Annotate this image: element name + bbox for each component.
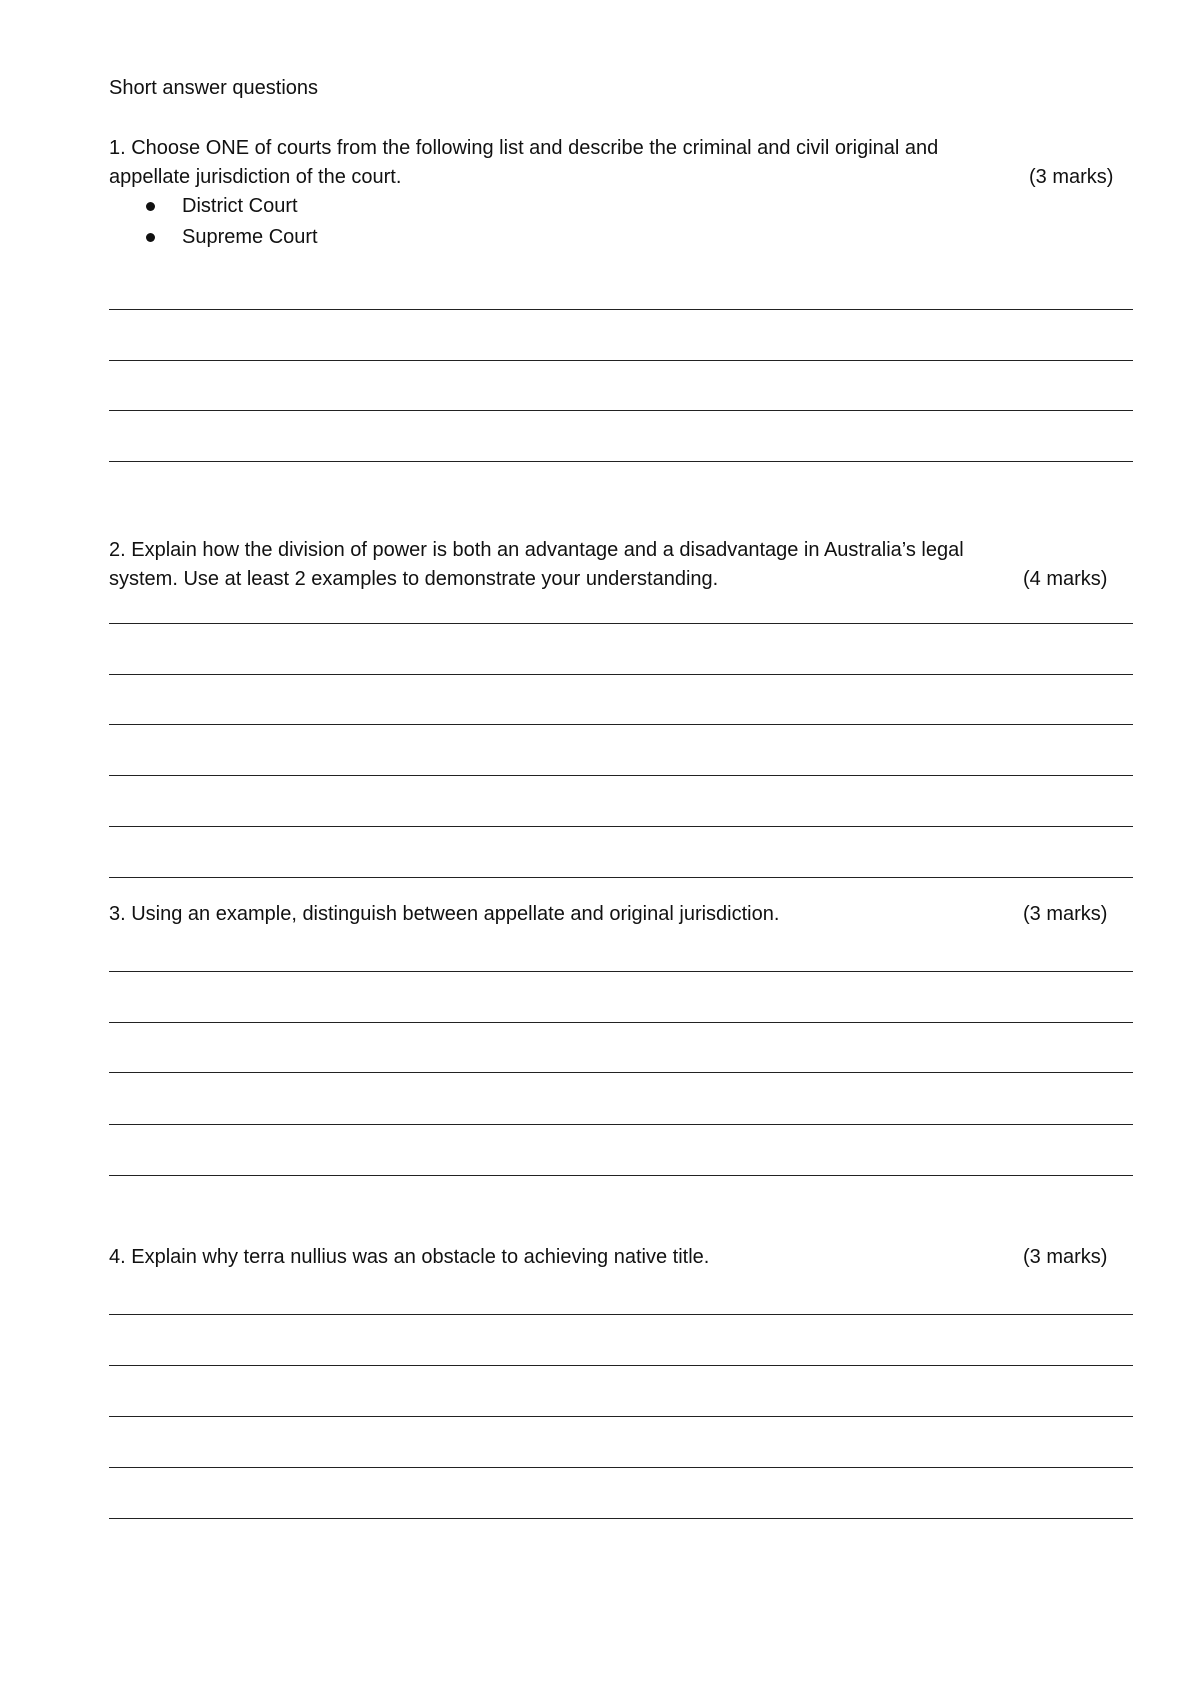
question-4-marks: (3 marks) — [1023, 1246, 1108, 1268]
answer-line[interactable] — [109, 1365, 1133, 1366]
answer-line[interactable] — [109, 826, 1133, 827]
question-2-line-2: system. Use at least 2 examples to demonstrate your understanding. — [109, 568, 719, 590]
answer-line[interactable] — [109, 309, 1133, 310]
question-1-line-1: 1. Choose ONE of courts from the following list and describe the criminal and civil original and — [109, 137, 939, 159]
question-2-marks: (4 marks) — [1023, 568, 1108, 590]
bullet-icon — [146, 202, 155, 211]
option-supreme-court: Supreme Court — [182, 226, 318, 248]
answer-line[interactable] — [109, 724, 1133, 725]
answer-line[interactable] — [109, 1175, 1133, 1176]
option-district-court: District Court — [182, 195, 298, 217]
answer-line[interactable] — [109, 360, 1133, 361]
answer-line[interactable] — [109, 1467, 1133, 1468]
answer-line[interactable] — [109, 461, 1133, 462]
question-1-line-2: appellate jurisdiction of the court. — [109, 166, 402, 188]
answer-line[interactable] — [109, 1518, 1133, 1519]
question-1-marks: (3 marks) — [1029, 166, 1114, 188]
answer-line[interactable] — [109, 775, 1133, 776]
answer-line[interactable] — [109, 674, 1133, 675]
question-2-line-1: 2. Explain how the division of power is both an advantage and a disadvantage in Australia’s legal — [109, 539, 964, 561]
answer-line[interactable] — [109, 1124, 1133, 1125]
question-4-text: 4. Explain why terra nullius was an obstacle to achieving native title. — [109, 1246, 710, 1268]
answer-line[interactable] — [109, 877, 1133, 878]
worksheet-heading: Short answer questions — [109, 77, 319, 99]
bullet-icon — [146, 233, 155, 242]
answer-line[interactable] — [109, 1416, 1133, 1417]
answer-line[interactable] — [109, 623, 1133, 624]
question-3-text: 3. Using an example, distinguish between appellate and original jurisdiction. — [109, 903, 780, 925]
question-3-marks: (3 marks) — [1023, 903, 1108, 925]
answer-line[interactable] — [109, 1314, 1133, 1315]
answer-line[interactable] — [109, 410, 1133, 411]
answer-line[interactable] — [109, 1072, 1133, 1073]
answer-line[interactable] — [109, 971, 1133, 972]
answer-line[interactable] — [109, 1022, 1133, 1023]
